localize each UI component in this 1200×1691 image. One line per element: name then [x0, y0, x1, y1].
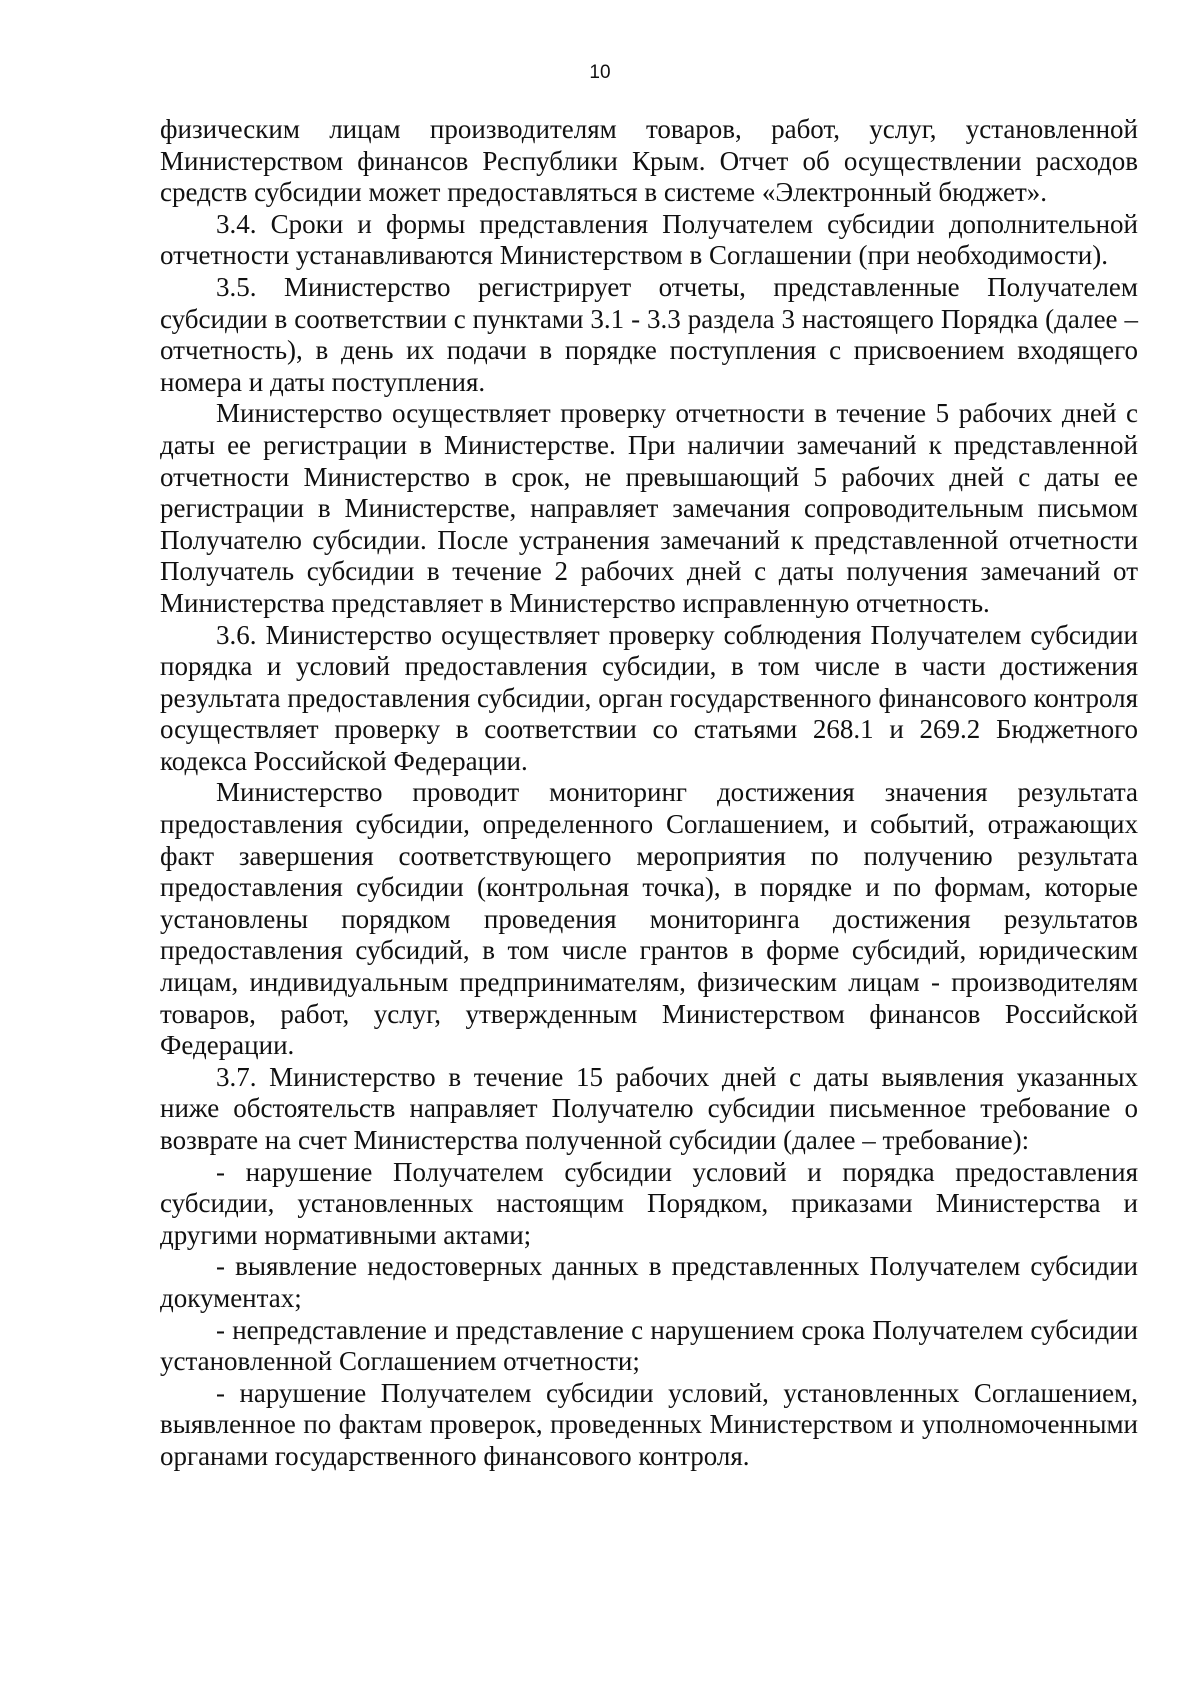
document-body [160, 114, 1138, 1473]
paragraph-3-4-additional-reporting: 3.4. Сроки и формы представления Получателем субсидии дополнительной отчетности устанавливаются Министерством в Соглашении (при необходимости). [160, 208, 1138, 271]
list-item-violation-of-conditions: - нарушение Получателем субсидии условий и порядка предоставления субсидии, установленных настоящим Порядком, приказами Министерства и другими нормативными актами; [160, 1156, 1138, 1250]
page-number: 10 [589, 62, 611, 83]
paragraph-result-monitoring: Министерство проводит мониторинг достижения значения результата предоставления субсидии, определенного Соглашением, и событий, отражающих факт завершения соответствующего мероприятия по получению результата предоставления субсидии (контрольная точка), в порядке и по формам, которые установлены порядком проведения мониторинга достижения результатов предоставления субсидий, в том числе грантов в форме субсидий, юридическим лицам, индивидуальным предпринимателям, физическим лицам - производителям товаров, работ, услуг, утвержденным Министерством финансов Российской Федерации. [160, 777, 1138, 1061]
paragraph-reporting-continuation: физическим лицам производителям товаров, работ, услуг, установленной Министерством финансов Республики Крым. Отчет об осуществлении расходов средств субсидии может предоставляться в системе «Электронный бюджет». [160, 114, 1138, 208]
paragraph-report-verification: Министерство осуществляет проверку отчетности в течение 5 рабочих дней с даты ее регистрации в Министерстве. При наличии замечаний к представленной отчетности Министерство в срок, не превышающий 5 рабочих дней с даты ее регистрации в Министерстве, направляет замечания сопроводительным письмом Получателю субсидии. После устранения замечаний к представленной отчетности Получатель субсидии в течение 2 рабочих дней с даты получения замечаний от Министерства представляет в Министерство исправленную отчетность. [160, 398, 1138, 618]
list-item-unreliable-data: - выявление недостоверных данных в представленных Получателем субсидии документах; [160, 1251, 1138, 1313]
list-item-reporting-failure: - непредставление и представление с нарушением срока Получателем субсидии установленной Соглашением отчетности; [160, 1314, 1138, 1377]
list-item-agreement-violation: - нарушение Получателем субсидии условий, установленных Соглашением, выявленное по фактам проверок, проведенных Министерством и уполномоченными органами государственного финансового контроля. [160, 1377, 1138, 1471]
paragraph-3-6-compliance-check: 3.6. Министерство осуществляет проверку соблюдения Получателем субсидии порядка и условий предоставления субсидии, в том числе в части достижения результата предоставления субсидии, орган государственного финансового контроля осуществляет проверку в соответствии со статьями 268.1 и 269.2 Бюджетного кодекса Российской Федерации. [160, 619, 1138, 776]
paragraph-3-7-refund-demand: 3.7. Министерство в течение 15 рабочих дней с даты выявления указанных ниже обстоятельств направляет Получателю субсидии письменное требование о возврате на счет Министерства полученной субсидии (далее – требование): [160, 1061, 1138, 1155]
paragraph-3-5-report-registration: 3.5. Министерство регистрирует отчеты, представленные Получателем субсидии в соответствии с пунктами 3.1 - 3.3 раздела 3 настоящего Порядка (далее – отчетность), в день их подачи в порядке поступления с присвоением входящего номера и даты поступления. [160, 271, 1138, 397]
